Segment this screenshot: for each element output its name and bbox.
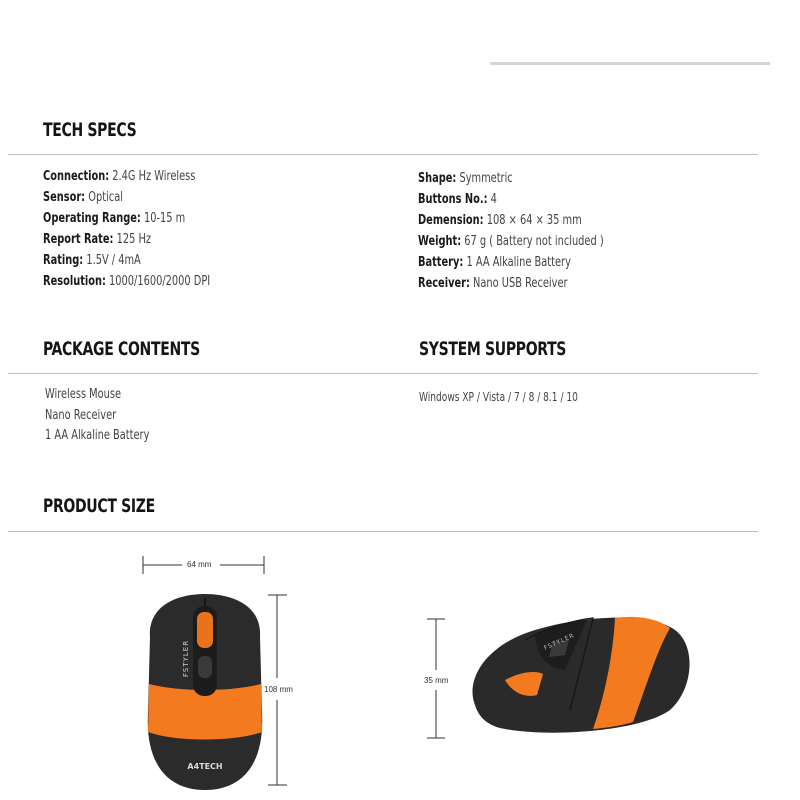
spec-value: 10-15 m bbox=[140, 211, 186, 226]
spec-key: Battery: bbox=[418, 255, 464, 270]
spec-value: Symmetric bbox=[456, 171, 513, 186]
spec-key: Receiver: bbox=[418, 276, 470, 291]
spec-key: Rating: bbox=[43, 253, 84, 268]
system-supports-text: Windows XP / Vista / 7 / 8 / 8.1 / 10 bbox=[419, 390, 578, 404]
spec-value: 67 g ( Battery not included ) bbox=[461, 234, 604, 249]
spec-key: Connection: bbox=[43, 169, 110, 184]
system-supports-title: SYSTEM SUPPORTS bbox=[419, 338, 567, 360]
spec-value: Nano USB Receiver bbox=[469, 276, 568, 291]
spec-key: Resolution: bbox=[43, 274, 106, 289]
width-dimension-label: 64 mm bbox=[187, 560, 212, 569]
spec-key: Demension: bbox=[418, 213, 484, 228]
spec-value: 2.4G Hz Wireless bbox=[109, 169, 196, 184]
package-item: Wireless Mouse bbox=[45, 387, 122, 402]
package-item: Nano Receiver bbox=[45, 407, 117, 423]
spec-value: 1 AA Alkaline Battery bbox=[463, 255, 571, 270]
mouse-top-view bbox=[140, 592, 270, 792]
spec-value: 1.5V / 4mA bbox=[83, 253, 141, 268]
package-contents-title: PACKAGE CONTENTS bbox=[43, 338, 200, 360]
spec-value: 4 bbox=[487, 192, 497, 207]
side-model-text: FSTYLER bbox=[542, 632, 576, 652]
scroll-wheel bbox=[197, 612, 213, 648]
tech-specs-title: TECH SPECS bbox=[43, 119, 137, 141]
spec-value: 125 Hz bbox=[113, 232, 152, 247]
spec-value: Optical bbox=[85, 190, 123, 205]
model-text: FSTYLER bbox=[182, 639, 190, 677]
product-size-title: PRODUCT SIZE bbox=[43, 495, 155, 517]
package-item: 1 AA Alkaline Battery bbox=[45, 428, 150, 443]
mouse-side-view bbox=[465, 610, 705, 740]
spec-key: Report Rate: bbox=[43, 232, 114, 247]
spec-key: Operating Range: bbox=[43, 211, 141, 226]
height-dimension-label: 35 mm bbox=[424, 676, 449, 685]
spec-key: Sensor: bbox=[43, 190, 86, 205]
spec-key: Shape: bbox=[418, 171, 457, 186]
spec-value: 108 × 64 × 35 mm bbox=[483, 213, 582, 228]
length-dimension-label: 108 mm bbox=[264, 685, 293, 694]
brand-logo-text: A4TECH bbox=[187, 762, 223, 771]
spec-key: Weight: bbox=[418, 234, 462, 249]
spec-key: Buttons No.: bbox=[418, 192, 488, 207]
spec-value: 1000/1600/2000 DPI bbox=[105, 274, 211, 289]
